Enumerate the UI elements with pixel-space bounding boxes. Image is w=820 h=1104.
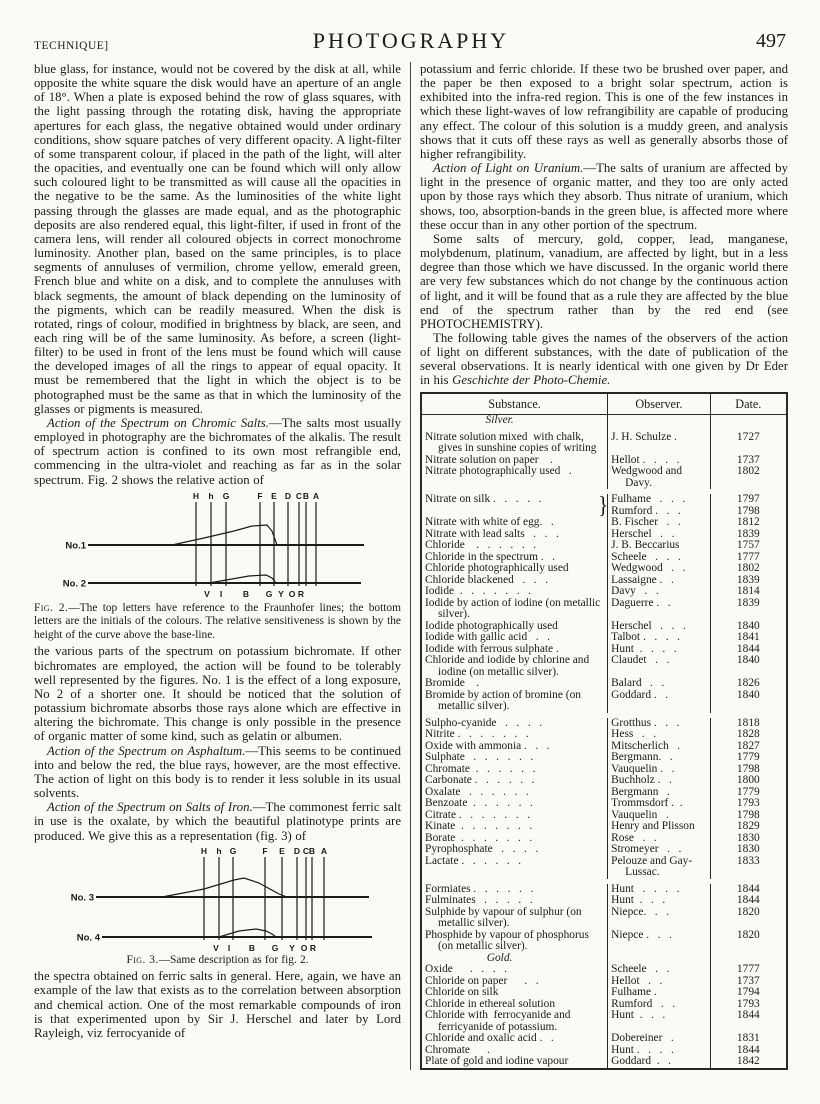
- colour-initial-label: Y: [289, 942, 295, 953]
- observer-cell: Henry and Plisson: [611, 820, 695, 833]
- substance-cell: Kinate . . . . . . .: [425, 820, 533, 833]
- substance-cell: Oxide with ammonia . . .: [425, 739, 550, 752]
- date-cell: 1812: [736, 516, 760, 529]
- date-cell: 1839: [736, 596, 760, 609]
- paragraph-uranium: [420, 161, 788, 232]
- paragraph-disk-filters: blue glass, for instance, would not be covered by the disk at all, while opposite the white square the disk would have an aperture of an angle of 18°. When a plate is exposed behind the row of glass squares, with the light passing through the rotating disk, having the appropriate apertures for each glass, the negative obtained would under ordinary conditions, show square patches of very different opacity. A light-filter of some transparent colour, if placed in the path of the light, will alter the opacities, and eventually one can be found which will only allow such coloured light to be transmitted as will cause all the opacities in the negative to be the same. As the luminosities of the white light passing through the glasses are made equal, and as the photographic deposits are also rendered equal, this light-filter, if used in front of the camera lens, will render all coloured objects in correct monochrome luminosity. Another plan, based on the same principles, is to place segments of annuluses of vermilion, chrome yellow, emerald green, French blue and white on a disk, and to complete the annuluses with black segments, the amount of black depending on the luminosity of the pigments, which can be readily measured. When the disk is rotated, rings of colour, modified in brightness by black, are seen, and each ring will be of the same luminosity. As before, a screen (light-filter) to be used in front of the lens must be found which will cause the developed images of all the rings to appear of equal opacity. It must be remembered that the light in which the object is to be photographed must be the same as that in which the luminosity of the glasses or pigments is measured.: [34, 62, 401, 416]
- date-cell: 1830: [736, 843, 760, 856]
- table-intro-book-title: Geschichte der Photo-Chemie.: [452, 373, 611, 388]
- substance-cell: Iodide with gallic acid . .: [425, 631, 550, 644]
- table-row: [421, 821, 787, 833]
- substance-cell: Iodide by action of iodine (on metallic silver).: [425, 596, 604, 621]
- page-number: 497: [756, 30, 786, 52]
- column-header-observer: Observer.: [608, 393, 710, 415]
- date-cell: 1844: [736, 1043, 760, 1056]
- right-column: [410, 62, 788, 1070]
- observer-cell: Rumford . . .: [611, 504, 681, 517]
- colour-initial-label: R: [309, 942, 317, 953]
- sensitiveness-curve: [209, 575, 276, 583]
- substance-cell: Chloride on silk: [425, 986, 499, 999]
- column-header-date: Date.: [710, 393, 787, 415]
- fraunhofer-label: F: [257, 490, 263, 501]
- section-header-row: [421, 415, 787, 427]
- observer-cell: Niepce . . .: [611, 928, 672, 941]
- observer-cell: Buchholz . .: [611, 774, 672, 787]
- table-row: [421, 987, 787, 999]
- fraunhofer-label: D: [293, 845, 301, 856]
- colour-initial-label: G: [265, 588, 273, 599]
- fraunhofer-label: C: [295, 490, 303, 501]
- fraunhofer-label: h: [208, 490, 214, 501]
- date-cell: 1844: [736, 642, 760, 655]
- left-column: [34, 62, 410, 1070]
- observer-cell: Wedgwood and Davy.: [611, 465, 685, 489]
- substance-cell: Formiates . . . . . .: [425, 882, 534, 895]
- colour-initial-label: B: [248, 942, 256, 953]
- fraunhofer-label: A: [320, 845, 328, 856]
- colour-initial-label: V: [204, 588, 210, 599]
- substance-cell: Chloride in ethereal solution: [425, 997, 556, 1010]
- observer-cell: Rose . .: [611, 831, 657, 844]
- substance-cell: Nitrate solution on paper .: [425, 453, 553, 466]
- substance-cell: Chloride and oxalic acid . .: [425, 1032, 554, 1045]
- substance-cell: Chloride blackened . . .: [425, 573, 549, 586]
- substance-cell: Phosphide by vapour of phosphorus (on metallic silver).: [425, 928, 592, 953]
- figure-3-caption-text: —Same description as for fig. 2.: [158, 953, 309, 966]
- observer-cell: Stromeyer . .: [611, 843, 682, 856]
- date-cell: 1777: [736, 963, 760, 976]
- fraunhofer-label: D: [284, 490, 292, 501]
- date-cell: 1827: [736, 739, 760, 752]
- brace-glyph: }: [598, 491, 609, 519]
- chromic-salts-heading: Action of the Spectrum on Chromic Salts.: [47, 415, 269, 430]
- date-cell: 1826: [736, 677, 760, 690]
- fraunhofer-label: G: [229, 845, 237, 856]
- asphaltum-text: —This seems to be continued into and below the red, the blue rays, however, are the most effective. The action of light on this body is to render it less soluble in its usual solvents.: [34, 743, 402, 801]
- column-header-substance: Substance.: [421, 393, 608, 415]
- date-cell: 1727: [736, 430, 760, 443]
- observer-cell: Talbot . . . .: [611, 631, 680, 644]
- observer-cell: Grotthus . . .: [611, 716, 680, 729]
- fraunhofer-label: B: [302, 490, 310, 501]
- paragraph-chromic-salts: [34, 416, 401, 487]
- table-row: [421, 563, 787, 575]
- observer-cell: Daguerre . .: [611, 596, 671, 609]
- date-cell: 1737: [736, 453, 760, 466]
- table-row: [421, 632, 787, 644]
- table-row: [421, 540, 787, 552]
- fraunhofer-label: F: [262, 845, 268, 856]
- section-label: Gold.: [486, 951, 513, 964]
- date-cell: 1798: [736, 808, 760, 821]
- paragraph-iron-continued: the spectra obtained on ferric salts in general. Here, again, we have an example of the law that exists as to the correlation between absorption and chemical action. One of the most remarkable compounds of iron is that experimented upon by Sir J. Herschel and later by Lord Rayleigh, viz ferrocyanide of: [34, 969, 401, 1040]
- substance-cell: Iodide photographically used: [425, 619, 558, 632]
- date-cell: 1831: [736, 1032, 760, 1045]
- iron-text: —The commonest ferric salt in use is the oxalate, by which the beautiful platinotype prints are produced. We give this as a representation (fig. 3) of: [34, 800, 401, 843]
- table-row: [421, 798, 787, 810]
- sensitiveness-curve: [219, 929, 276, 937]
- date-cell: 1802: [736, 562, 760, 575]
- date-cell: 1802: [736, 465, 760, 478]
- observer-cell: Claudet . .: [611, 654, 670, 667]
- substance-cell: Carbonate . . . . . .: [425, 774, 535, 787]
- fraunhofer-label: H: [192, 490, 200, 501]
- date-cell: 1840: [736, 654, 760, 667]
- curve-label: No. 3: [70, 892, 94, 904]
- date-cell: 1844: [736, 1009, 760, 1022]
- date-cell: 1798: [736, 762, 760, 775]
- date-cell: 1820: [736, 905, 760, 918]
- fraunhofer-label: h: [216, 845, 222, 856]
- observer-cell: Pelouze and Gay-Lussac.: [611, 854, 693, 879]
- observer-cell: Balard . .: [611, 677, 665, 690]
- observer-cell: Hellot . .: [611, 974, 663, 987]
- table-header-row: [421, 393, 787, 415]
- colour-initial-label: I: [227, 942, 231, 953]
- uranium-text: —The salts of uranium are affected by light in the presence of organic matter, and they too are only acted upon by those rays which they absorb. Thus nitrate of uranium, which shows, too, absorption-bands in the green blue, is affected more where these occur than in any other portion of the spectrum.: [420, 161, 788, 232]
- substance-cell: Nitrite . . . . . . .: [425, 728, 529, 741]
- table-row: [421, 1010, 787, 1033]
- date-cell: 1818: [736, 716, 760, 729]
- substance-cell: Nitrate solution mixed with chalk, gives in sunshine copies of writing: [425, 430, 597, 455]
- observer-cell: Hunt . . . .: [611, 642, 677, 655]
- substance-cell: Oxalate . . . . . .: [425, 785, 529, 798]
- date-cell: 1814: [736, 585, 760, 598]
- colour-initial-label: Y: [278, 588, 284, 599]
- curve-label: No. 2: [62, 578, 86, 590]
- date-cell: 1830: [736, 831, 760, 844]
- observer-cell: Bergmann. .: [611, 751, 673, 764]
- observer-cell: Scheele . .: [611, 963, 670, 976]
- date-cell: 1840: [736, 688, 760, 701]
- observer-cell: Hellot . . . .: [611, 453, 680, 466]
- uranium-heading: Action of Light on Uranium.: [433, 161, 584, 176]
- colour-initial-label: G: [271, 942, 279, 953]
- observer-cell: Herschel . . .: [611, 619, 686, 632]
- date-cell: 1844: [736, 894, 760, 907]
- running-head: [34, 28, 788, 62]
- paragraph-salts-of-iron: [34, 800, 401, 842]
- table-intro-text: The following table gives the names of the observers of the action of light on different substances, with the date of publication of the several observations. It is nearly identical with one given by Dr Eder in his: [420, 330, 788, 388]
- paragraph-other-salts: Some salts of mercury, gold, copper, lead, manganese, molybdenum, platinum, vanadium, are affected by light, but in a less degree than those which we have discussed. In the organic world there are very few substances which do not change by the continuous action of light, and it will be found that as a rule they are affected by the blue end of the spectrum rather than by the red end (see PHOTOCHEMISTRY).: [420, 231, 788, 331]
- paragraph-asphaltum: [34, 744, 401, 801]
- date-cell: 1777: [736, 550, 760, 563]
- figure-2-caption-text: —The top letters have reference to the Fraunhofer lines; the bottom letters are the initials of the colours. The relative sensitiveness is shown by the height of the curve above the base-line.: [34, 601, 401, 641]
- curve-label: No.1: [65, 540, 86, 552]
- substance-cell: Chloride photographically used: [425, 562, 569, 575]
- table-row: [421, 752, 787, 764]
- observer-cell: Herschel . .: [611, 527, 675, 540]
- observer-cell: Hess . .: [611, 728, 657, 741]
- observer-cell: Hunt . . . .: [611, 1043, 674, 1056]
- section-label: Silver.: [485, 414, 514, 427]
- curve-label: No. 4: [76, 932, 100, 944]
- substance-cell: Plate of gold and iodine vapour: [425, 1055, 569, 1068]
- substance-cell: Nitrate on silk . . . . .: [425, 493, 542, 506]
- substance-cell: Chromate . . . . . .: [425, 762, 536, 775]
- date-cell: 1757: [736, 539, 760, 552]
- fraunhofer-label: B: [308, 845, 316, 856]
- date-cell: 1828: [736, 728, 760, 741]
- observer-cell: J. B. Beccarius: [611, 539, 680, 552]
- substance-cell: Chloride . . . . . .: [425, 539, 537, 552]
- substance-cell: Nitrate with lead salts . . .: [425, 527, 559, 540]
- observer-cell: Vauquelin . .: [611, 762, 675, 775]
- table-row: [421, 930, 787, 953]
- date-cell: 1794: [736, 986, 760, 999]
- date-cell: 1829: [736, 820, 760, 833]
- observer-cell: Vauquelin .: [611, 808, 669, 821]
- substance-cell: Nitrate photographically used .: [425, 465, 572, 478]
- date-cell: 1839: [736, 527, 760, 540]
- chromic-salts-text: —The salts most usually employed in photography are the bichromates of the alkalis. The result of spectrum action is confined to its own most refrangible end, commencing in the ultra-violet and reaching as far as in the solar spectrum. Fig. 2 shows the relative action of: [34, 415, 401, 487]
- table-row: [421, 586, 787, 598]
- substance-cell: Benzoate . . . . . .: [425, 797, 533, 810]
- substance-cell: Bromide .: [425, 677, 480, 690]
- substance-cell: Chromate .: [425, 1043, 490, 1056]
- observer-cell: Hunt . . .: [611, 1009, 666, 1022]
- observer-cell: B. Fischer . .: [611, 516, 681, 529]
- date-cell: 1833: [736, 854, 760, 867]
- date-cell: 1839: [736, 573, 760, 586]
- observer-cell: Hunt . . . .: [611, 882, 680, 895]
- date-cell: 1844: [736, 882, 760, 895]
- figure-2-caption: [34, 602, 401, 643]
- table-row: [421, 964, 787, 976]
- date-cell: 1842: [736, 1055, 760, 1068]
- fraunhofer-label: E: [279, 845, 285, 856]
- substance-cell: Fulminates . . . . .: [425, 894, 533, 907]
- substance-cell: Borate . . . . . . .: [425, 831, 533, 844]
- table-row: [421, 494, 787, 517]
- observer-cell: Mitscherlich .: [611, 739, 681, 752]
- observer-cell: Goddard . .: [611, 1055, 671, 1068]
- colour-initial-label: R: [297, 588, 305, 599]
- colour-initial-label: O: [288, 588, 296, 599]
- table-row: [421, 690, 787, 713]
- fraunhofer-label: G: [222, 490, 230, 501]
- table-row: [421, 678, 787, 690]
- observers-table: [420, 392, 788, 1070]
- substance-cell: Oxide . . . .: [425, 963, 507, 976]
- substance-cell: Pyrophosphate . . . .: [425, 843, 539, 856]
- date-cell: 1737: [736, 974, 760, 987]
- table-row: [421, 844, 787, 856]
- date-cell: 1840: [736, 619, 760, 632]
- observer-cell: Trommsdorf . .: [611, 797, 683, 810]
- substance-cell: Lactate . . . . . .: [425, 854, 522, 867]
- table-row: [421, 1056, 787, 1069]
- paragraph-chromic-continued: the various parts of the spectrum on potassium bichromate. If other bichromates are employed, the action will be found to be tolerably well represented by the figures. No. 1 is the effect of a long exposure, No 2 of a shorter one. It should be noticed that the solution of potassium bichromate absorbs those rays alone which are effective in altering the bichromate. This change is only possible in the presence of organic matter of some kind, such as gelatin or albumen.: [34, 644, 401, 744]
- section-label: TECHNIQUE]: [34, 40, 109, 52]
- date-cell: 1779: [736, 785, 760, 798]
- text-columns: [34, 62, 788, 1070]
- substance-cell: Citrate . . . . . . .: [425, 808, 531, 821]
- table-row: [421, 427, 787, 455]
- colour-initial-label: V: [213, 942, 219, 953]
- date-cell: 1841: [736, 631, 760, 644]
- observer-cell: Hunt . . .: [611, 894, 666, 907]
- observer-cell: Fulhame .: [611, 986, 657, 999]
- substance-cell: Bromide by action of bromine (on metallic silver).: [425, 688, 584, 713]
- figure-3-spectrum-chart: [34, 845, 408, 953]
- substance-cell: Nitrate with white of egg. .: [425, 516, 554, 529]
- table-row: [421, 466, 787, 489]
- paragraph-table-intro: [420, 331, 788, 388]
- page-title: PHOTOGRAPHY: [312, 28, 510, 53]
- observer-cell: Goddard . .: [611, 688, 669, 701]
- table-row: [421, 895, 787, 907]
- figure-2-label: Fig. 2.: [34, 601, 69, 614]
- substance-cell: Chloride and iodide by chlorine and iodine (on metallic silver).: [425, 654, 593, 678]
- observer-cell: Bergmann .: [611, 785, 670, 798]
- colour-initial-label: O: [300, 942, 308, 953]
- date-cell: 1798: [736, 504, 760, 517]
- table-row: [421, 856, 787, 879]
- substance-cell: Iodide . . . . . . .: [425, 585, 531, 598]
- observer-cell: Fulhame . . .: [611, 493, 686, 506]
- fraunhofer-label: A: [312, 490, 320, 501]
- table-row: [421, 775, 787, 787]
- sensitiveness-curve: [172, 525, 277, 545]
- date-cell: 1800: [736, 774, 760, 787]
- fraunhofer-label: C: [302, 845, 310, 856]
- paragraph-ferric-chloride: potassium and ferric chloride. If these two be brushed over paper, and the paper be then exposed to a bright solar spectrum, action is exhibited into the infra-red region. This is one of the few instances in which these light-waves of low refrangibility are capable of producing any effect. The colour of this solution is a muddy green, and analysis shows that it cuts off these rays as well as generally absorbs those of higher refrangibility.: [420, 62, 788, 161]
- sensitiveness-curve: [162, 878, 287, 897]
- observer-cell: Wedgwood . .: [611, 562, 686, 575]
- table-row: [421, 729, 787, 741]
- substance-cell: Sulphide by vapour of sulphur (on metallic silver).: [425, 905, 585, 930]
- figure-3-label: Fig. 3.: [126, 953, 159, 966]
- substance-cell: Sulpho-cyanide . . . .: [425, 716, 543, 729]
- table-row: [421, 907, 787, 930]
- observer-cell: Scheele . . .: [611, 550, 681, 563]
- figure-2-spectrum-chart: [34, 489, 408, 601]
- asphaltum-heading: Action of the Spectrum on Asphaltum.: [47, 743, 246, 758]
- observer-cell: Davy . .: [611, 585, 659, 598]
- substance-cell: Iodide with ferrous sulphate .: [425, 642, 559, 655]
- table-row: [421, 598, 787, 621]
- date-cell: 1779: [736, 751, 760, 764]
- table-row: [421, 1033, 787, 1045]
- observer-cell: Lassaigne . .: [611, 573, 674, 586]
- date-cell: 1793: [736, 797, 760, 810]
- date-cell: 1793: [736, 997, 760, 1010]
- observer-cell: Rumford . .: [611, 997, 676, 1010]
- observer-cell: Niepce. . .: [611, 905, 670, 918]
- date-cell: 1797: [736, 493, 760, 506]
- substance-cell: Chloride in the spectrum . .: [425, 550, 556, 563]
- fraunhofer-label: E: [271, 490, 277, 501]
- figure-3-caption: [34, 954, 401, 968]
- table-row: [421, 655, 787, 678]
- table-row: [421, 517, 787, 529]
- substance-cell: Chloride with ferrocyanide and ferricyanide of potassium.: [425, 1009, 574, 1033]
- date-cell: 1820: [736, 928, 760, 941]
- colour-initial-label: I: [219, 588, 223, 599]
- iron-heading: Action of the Spectrum on Salts of Iron.: [47, 800, 253, 815]
- observer-cell: Dobereiner .: [611, 1032, 674, 1045]
- observer-cell: J. H. Schulze .: [611, 430, 677, 443]
- colour-initial-label: B: [242, 588, 250, 599]
- substance-cell: Sulphate . . . . . .: [425, 751, 534, 764]
- fraunhofer-label: H: [200, 845, 208, 856]
- substance-cell: Chloride on paper . .: [425, 974, 539, 987]
